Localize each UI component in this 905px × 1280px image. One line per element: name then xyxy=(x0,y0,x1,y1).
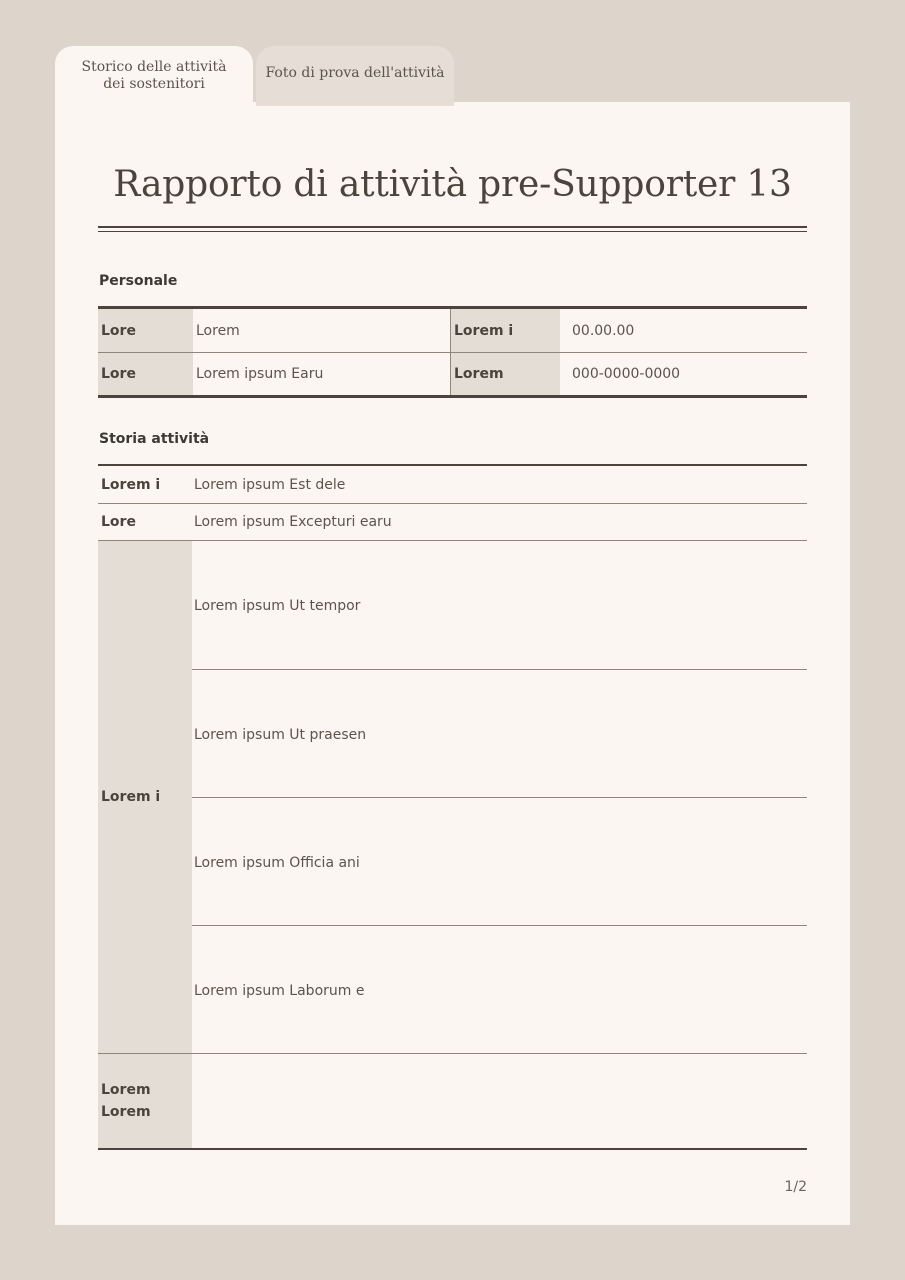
report-sheet xyxy=(55,102,850,1225)
personale-label: Lore xyxy=(98,353,193,395)
storia-group-items xyxy=(192,541,807,1053)
personale-heading: Personale xyxy=(99,273,178,289)
storia-value: Lorem ipsum Excepturi earu xyxy=(194,514,392,530)
tab-activity-photos[interactable] xyxy=(256,46,454,106)
storia-label: Lorem i xyxy=(98,466,192,503)
storia-group-label: Lorem i xyxy=(98,541,192,1053)
table-row xyxy=(98,1053,807,1148)
table-row xyxy=(98,309,807,352)
storia-notes-label-line: Lorem xyxy=(101,1104,151,1120)
personale-value: 00.00.00 xyxy=(572,322,635,339)
tab-activity-history-label: Storico delle attività dei sostenitori xyxy=(81,58,227,92)
list-item: Lorem ipsum Laborum e xyxy=(192,925,807,1053)
storia-heading: Storia attività xyxy=(99,431,210,447)
title-divider xyxy=(98,226,807,232)
table-row xyxy=(98,466,807,503)
personale-table xyxy=(98,306,807,398)
tab-activity-photos-label: Foto di prova dell'attività xyxy=(265,65,445,82)
storia-notes-value xyxy=(192,1054,807,1148)
table-row xyxy=(98,540,807,1053)
list-item: Lorem ipsum Ut praesen xyxy=(192,669,807,797)
table-row xyxy=(98,503,807,540)
storia-table xyxy=(98,464,807,1150)
personale-label: Lorem i xyxy=(450,309,560,352)
personale-label: Lore xyxy=(98,309,193,352)
storia-label: Lore xyxy=(98,504,192,540)
personale-value: 000-0000-0000 xyxy=(572,366,681,382)
personale-value: Lorem ipsum Earu xyxy=(196,366,324,382)
list-item: Lorem ipsum Ut tempor xyxy=(194,598,361,614)
page-title: Rapporto di attività pre-Supporter 13 xyxy=(113,164,792,205)
tab-activity-history[interactable] xyxy=(55,46,253,106)
page-number: 1/2 xyxy=(784,1179,807,1195)
list-item: Lorem ipsum Officia ani xyxy=(192,797,807,925)
personale-label: Lorem xyxy=(450,353,560,395)
storia-notes-label-line: Lorem xyxy=(101,1081,151,1098)
table-row xyxy=(98,352,807,395)
personale-value: Lorem xyxy=(196,322,240,339)
storia-notes-label xyxy=(98,1054,192,1148)
storia-value: Lorem ipsum Est dele xyxy=(194,476,346,493)
